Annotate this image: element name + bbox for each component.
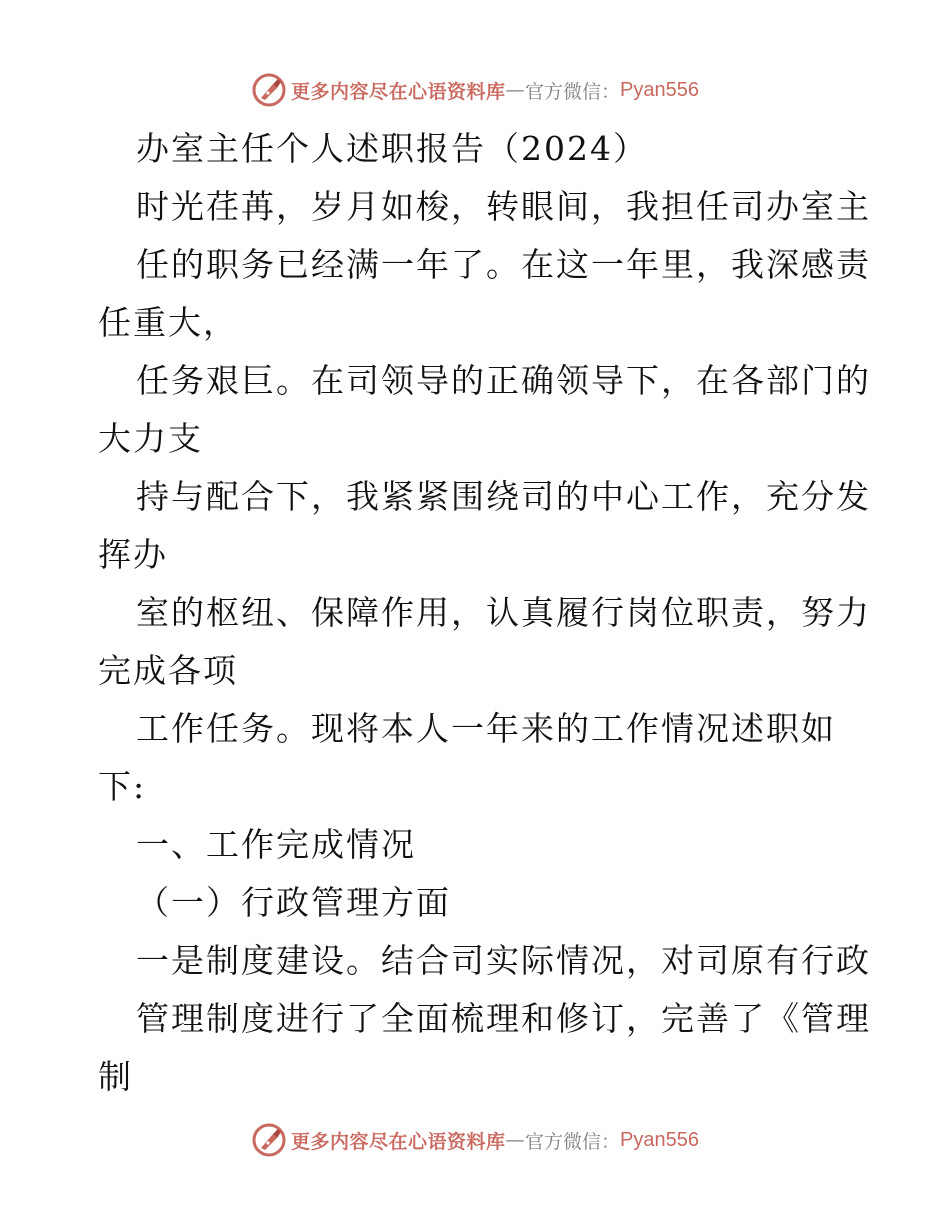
document-title: 办室主任个人述职报告（2024）	[136, 129, 648, 168]
header-watermark	[0, 70, 950, 110]
watermark-wechat-id: Pyan556	[620, 1128, 699, 1151]
watermark-wechat-id: Pyan556	[620, 78, 699, 101]
paragraph-line: 任务艰巨。在司领导的正确领导下，在各部门的	[136, 361, 871, 400]
paragraph-line: 制	[98, 1057, 133, 1096]
paragraph-line: 任的职务已经满一年了。在这一年里，我深感责	[136, 245, 871, 284]
paragraph-line: 时光荏苒，岁月如梭，转眼间，我担任司办室主	[136, 187, 871, 226]
paragraph-line: 一是制度建设。结合司实际情况，对司原有行政	[136, 941, 871, 980]
watermark-wechat-label: 官方微信：	[525, 1130, 621, 1153]
watermark-dash: —	[505, 79, 526, 101]
watermark-brand-text: 更多内容尽在心语资料库	[291, 80, 506, 103]
paragraph-line: 大力支	[98, 419, 203, 458]
paragraph-line: 管理制度进行了全面梳理和修订，完善了《管理	[136, 999, 871, 1038]
footer-watermark	[0, 1120, 950, 1160]
paragraph-line: 室的枢纽、保障作用，认真履行岗位职责，努力	[136, 593, 871, 632]
watermark-dash: —	[505, 1129, 526, 1151]
pen-nib-logo-icon	[251, 1122, 287, 1158]
paragraph-line: 任重大，	[98, 303, 238, 342]
pen-nib-logo-icon	[251, 72, 287, 108]
section-heading: 一、工作完成情况	[136, 825, 416, 864]
watermark-brand-text: 更多内容尽在心语资料库	[291, 1130, 506, 1153]
paragraph-line: 下:	[98, 767, 147, 806]
subsection-heading: （一）行政管理方面	[136, 883, 451, 922]
watermark-wechat-label: 官方微信：	[525, 80, 621, 103]
paragraph-line: 持与配合下，我紧紧围绕司的中心工作，充分发	[136, 477, 871, 516]
paragraph-line: 挥办	[98, 535, 168, 574]
paragraph-line: 工作任务。现将本人一年来的工作情况述职如	[136, 709, 836, 748]
paragraph-line: 完成各项	[98, 651, 238, 690]
